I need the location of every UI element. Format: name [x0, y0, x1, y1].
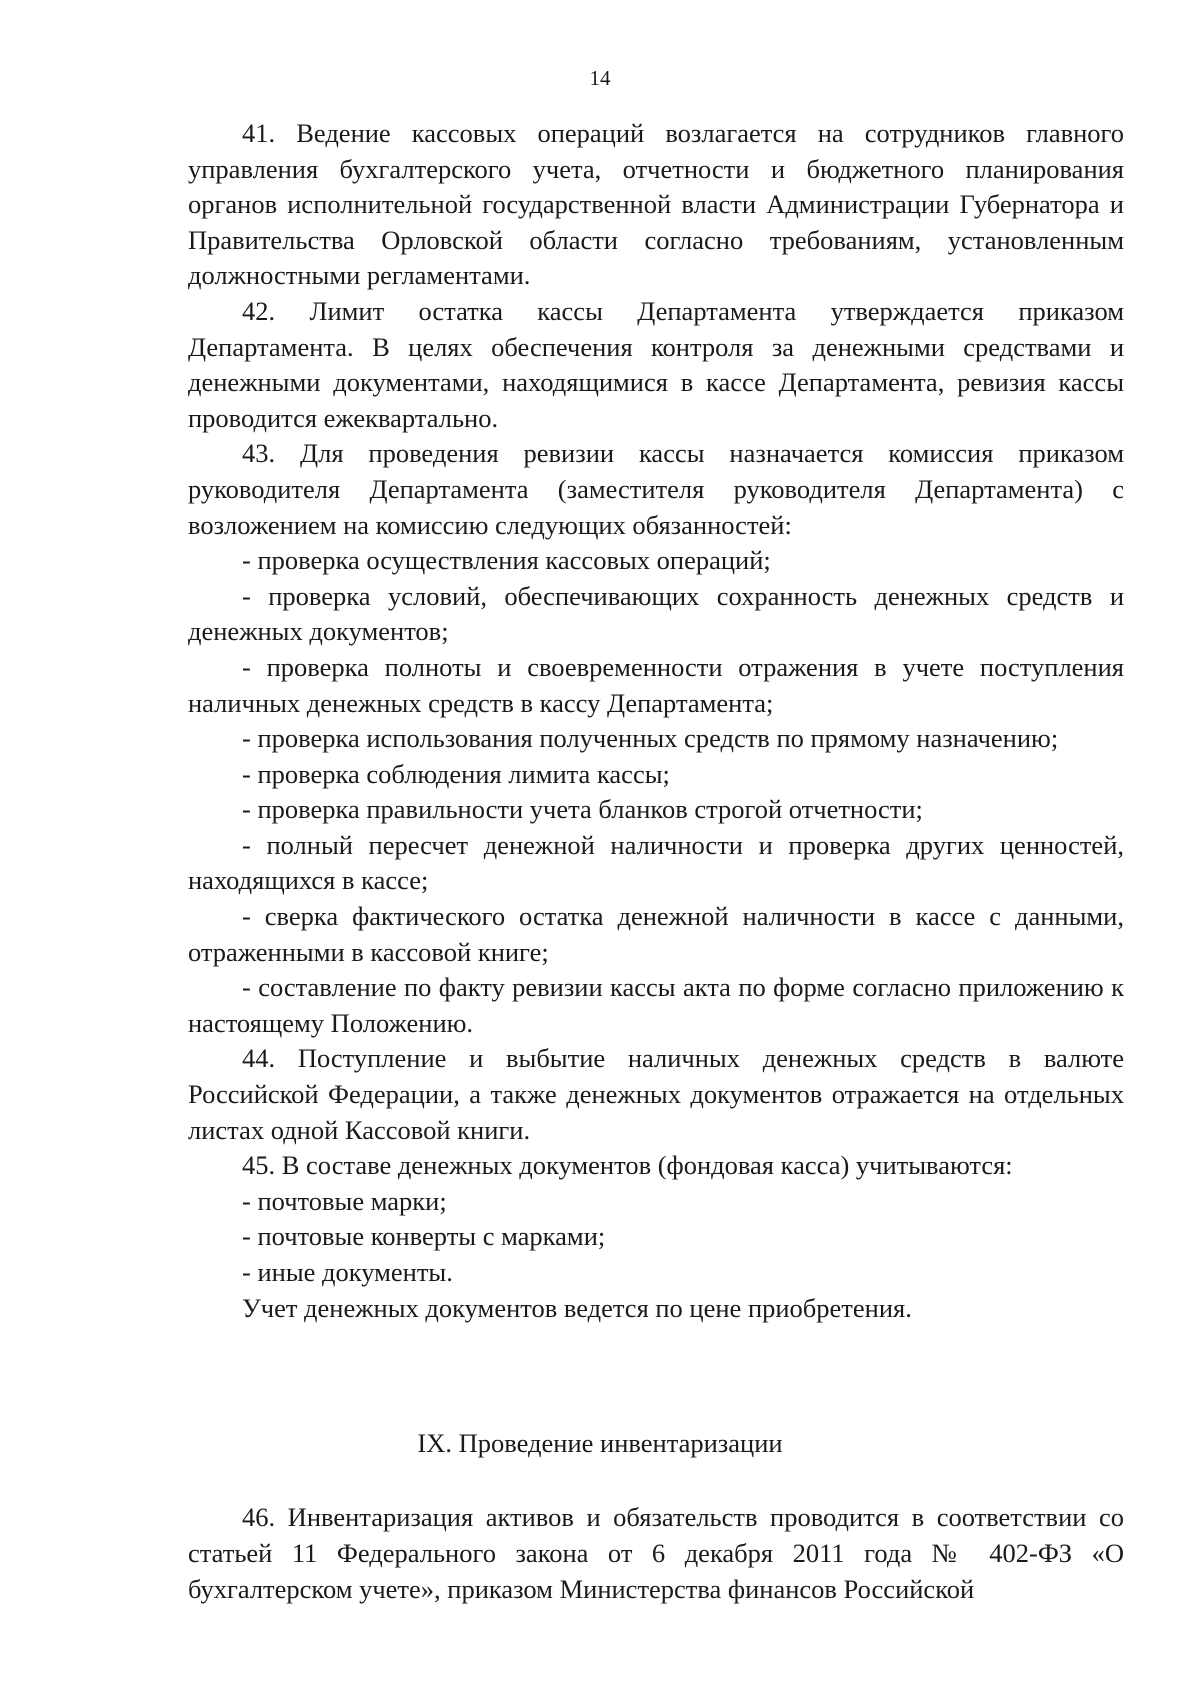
list-item: - иные документы.	[242, 1257, 453, 1287]
list-item: - проверка правильности учета бланков строгой отчетности;	[242, 794, 923, 825]
list-item: - проверка соблюдения лимита кассы;	[242, 758, 670, 789]
paragraph-46: 46. Инвентаризация активов и обязательств проводится в соответствии со статьей 11 Федерального закона от 6 декабря 2011 года № 402-ФЗ «О бухгалтерском учете», приказом Министерства финансов Российской	[188, 1502, 1124, 1605]
paragraph-43: 43. Для проведения ревизии кассы назначается комиссия приказом руководителя Департамента (заместителя руководителя Департамента) с возложением на комиссию следующих обязанностей:	[188, 438, 1124, 540]
list-item: - проверка осуществления кассовых операций;	[242, 545, 771, 576]
list-item: - проверка использования полученных средств по прямому назначению;	[242, 723, 1059, 754]
paragraph-45: 45. В составе денежных документов (фондовая касса) учитываются:	[242, 1150, 1013, 1181]
paragraph-valuation: Учет денежных документов ведется по цене приобретения.	[242, 1292, 912, 1323]
paragraph-42: 42. Лимит остатка кассы Департамента утверждается приказом Департамента. В целях обеспечения контроля за денежными средствами и денежными документами, находящимися в кассе Департамента, ревизия кассы проводится ежеквартально.	[188, 295, 1124, 433]
list-item: - полный пересчет денежной наличности и проверка других ценностей, находящихся в кассе;	[188, 829, 1124, 896]
paragraph-41: 41. Ведение кассовых операций возлагается на сотрудников главного управления бухгалтерского учета, отчетности и бюджетного планирования органов исполнительной государственной власти Администрации Губернатора и Правительства Орловской области согласно требованиям, установленным должностными регламентами.	[188, 118, 1124, 291]
list-item: - проверка условий, обеспечивающих сохранность денежных средств и денежных документов;	[188, 580, 1124, 647]
body-text	[188, 116, 1124, 1326]
paragraph-44: 44. Поступление и выбытие наличных денежных средств в валюте Российской Федерации, а также денежных документов отражается на отдельных листах одной Кассовой книги.	[188, 1043, 1124, 1145]
list-item: - проверка полноты и своевременности отражения в учете поступления наличных денежных средств в кассу Департамента;	[188, 651, 1124, 718]
list-item: - почтовые конверты с марками;	[242, 1221, 606, 1252]
section-body-text	[188, 1499, 1124, 1608]
list-item: - составление по факту ревизии кассы акта по форме согласно приложению к настоящему Положению.	[188, 972, 1124, 1038]
page-number: 14	[589, 66, 611, 90]
list-item: - почтовые марки;	[242, 1185, 447, 1216]
list-item: - сверка фактического остатка денежной наличности в кассе с данными, отраженными в кассовой книге;	[188, 901, 1124, 967]
section-heading: IX. Проведение инвентаризации	[417, 1428, 783, 1458]
